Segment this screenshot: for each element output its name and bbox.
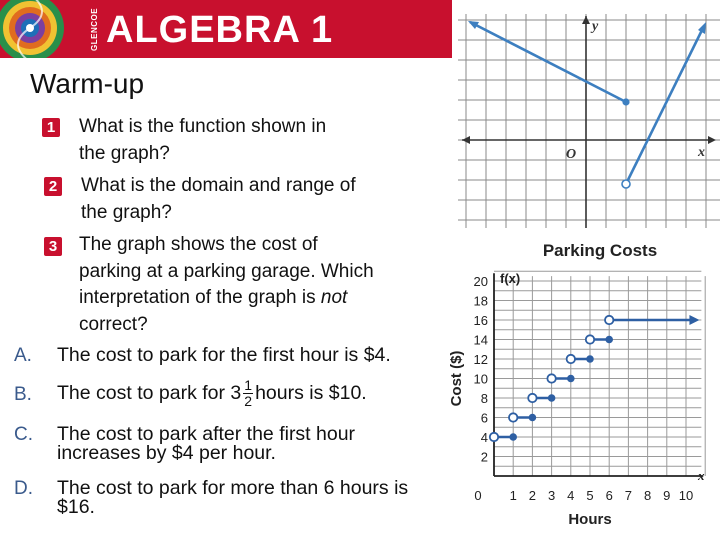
function-label: f(x) [500, 271, 521, 286]
origin-label: O [566, 147, 577, 162]
open-point [509, 413, 517, 421]
option-b-text: The cost to park for 3 $\frac{1}{2}$ hours is $10. [57, 377, 367, 410]
open-point [586, 335, 594, 343]
option-a-letter: A. [14, 345, 32, 366]
option-c-letter: C. [14, 424, 33, 445]
x-tick-label: 0 [474, 488, 482, 503]
ray-arrow-icon [689, 315, 699, 325]
option-b-letter: B. [14, 384, 32, 405]
x-tick-label: 6 [605, 488, 613, 503]
question-2-text: What is the domain and range of the graph? [81, 175, 356, 223]
x-tick-label: 3 [547, 488, 556, 503]
open-point [622, 180, 630, 188]
emphasis-not: not [320, 287, 348, 308]
y-tick-label: 2 [480, 449, 488, 465]
chart-title: Parking Costs [542, 241, 658, 260]
swirl-logo-icon [0, 0, 66, 58]
x-axis-letter: x [698, 468, 705, 483]
function-ray-left [470, 22, 626, 102]
option-d-letter: D. [14, 478, 33, 499]
option-c-text: The cost to park after the first hour increases by $4 per hour. [57, 423, 356, 464]
question-2-badge: 2 [44, 177, 62, 196]
x-tick-label: 10 [678, 488, 694, 503]
page-heading: Warm-up [30, 68, 145, 99]
x-axis-arrow-icon [708, 136, 716, 144]
ray-arrow-icon [698, 22, 706, 34]
x-tick-label: 8 [643, 488, 652, 503]
x-axis-label: x [698, 145, 705, 160]
x-tick-label: 9 [663, 488, 671, 503]
open-point [528, 394, 536, 402]
closed-point [605, 336, 613, 344]
y-tick-label: 14 [473, 332, 488, 348]
question-3-text: The graph shows the cost of parking at a parking garage. Which interpretation of the graph is not correct? [79, 234, 374, 335]
closed-point [622, 98, 629, 105]
y-axis-title: Cost ($) [448, 350, 465, 407]
y-axis-label: y [592, 19, 599, 34]
closed-point [548, 394, 556, 402]
question-1-text: What is the function shown in the graph? [79, 116, 327, 164]
y-tick-label: 10 [473, 371, 488, 387]
x-tick-label: 7 [624, 488, 633, 503]
open-point [567, 355, 575, 363]
function-graph [458, 14, 720, 228]
x-tick-label: 2 [528, 488, 537, 503]
y-tick-label: 8 [480, 391, 488, 406]
y-tick-label: 4 [480, 430, 488, 445]
y-tick-label: 20 [473, 274, 488, 289]
option-d-text: The cost to park for more than 6 hours is $16. [57, 477, 409, 518]
book-title: ALGEBRA 1 [106, 9, 334, 51]
y-tick-label: 6 [480, 410, 488, 426]
x-tick-label: 4 [567, 488, 575, 503]
parking-costs-chart [440, 234, 720, 540]
open-point [490, 433, 498, 441]
x-tick-label: 1 [509, 488, 517, 503]
y-tick-label: 12 [473, 352, 488, 367]
open-point [547, 374, 555, 382]
x-axis-title: Hours [568, 511, 612, 528]
closed-point [567, 375, 575, 383]
closed-point [529, 414, 537, 422]
question-3-badge: 3 [44, 237, 62, 256]
fraction-one-half: $\frac{1}{2}$ [244, 377, 253, 410]
question-1-badge: 1 [42, 118, 60, 137]
x-tick-label: 5 [586, 488, 594, 503]
publisher-label: GLENCOE [90, 7, 99, 51]
y-tick-label: 18 [473, 293, 488, 309]
open-point [605, 316, 613, 324]
option-a-text: The cost to park for the first hour is $4. [57, 344, 391, 366]
closed-point [509, 433, 517, 441]
y-tick-label: 16 [473, 313, 488, 328]
title-banner [0, 0, 452, 58]
closed-point [586, 355, 594, 363]
